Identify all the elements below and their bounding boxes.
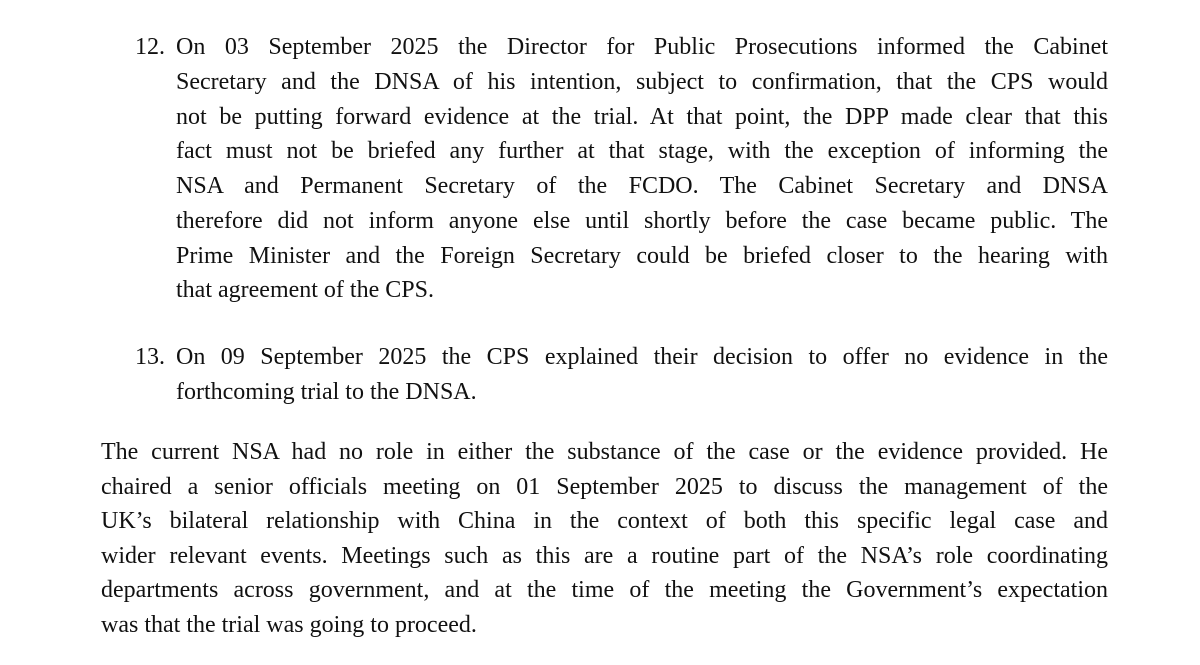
text-line: therefore did not inform anyone else until shortly before the case became public. The [176, 207, 1108, 234]
text-line: wider relevant events. Meetings such as this are a routine part of the NSA’s role coordinating [101, 542, 1108, 569]
text-line: was that the trial was going to proceed. [101, 611, 477, 638]
text-line: On 03 September 2025 the Director for Public Prosecutions informed the Cabinet [176, 34, 1108, 60]
text-line: Secretary and the DNSA of his intention, subject to confirmation, that the CPS would [176, 68, 1108, 95]
text-line: chaired a senior officials meeting on 01 September 2025 to discuss the management of the [101, 473, 1108, 500]
text-line: not be putting forward evidence at the trial. At that point, the DPP made clear that this [176, 103, 1108, 130]
text-line: fact must not be briefed any further at that stage, with the exception of informing the [176, 138, 1108, 165]
text-line: that agreement of the CPS. [176, 277, 434, 304]
text-line: UK’s bilateral relationship with China in the context of both this specific legal case and [101, 508, 1108, 534]
paragraph-text [176, 340, 1108, 410]
text-line: On 09 September 2025 the CPS explained their decision to offer no evidence in the [176, 344, 1108, 370]
numbered-paragraph-13 [135, 340, 1108, 410]
closing-paragraph [101, 435, 1108, 642]
text-line: Prime Minister and the Foreign Secretary could be briefed closer to the hearing with [176, 242, 1108, 269]
paragraph-number: 12. [135, 34, 165, 60]
text-line: The current NSA had no role in either the substance of the case or the evidence provided. He [101, 439, 1108, 465]
text-line: NSA and Permanent Secretary of the FCDO. The Cabinet Secretary and DNSA [176, 173, 1108, 199]
paragraph-number: 13. [135, 344, 165, 370]
paragraph-text [176, 30, 1108, 308]
text-line: forthcoming trial to the DNSA. [176, 378, 477, 405]
text-line: departments across government, and at the time of the meeting the Government’s expectation [101, 577, 1108, 603]
numbered-paragraph-12 [135, 30, 1108, 308]
